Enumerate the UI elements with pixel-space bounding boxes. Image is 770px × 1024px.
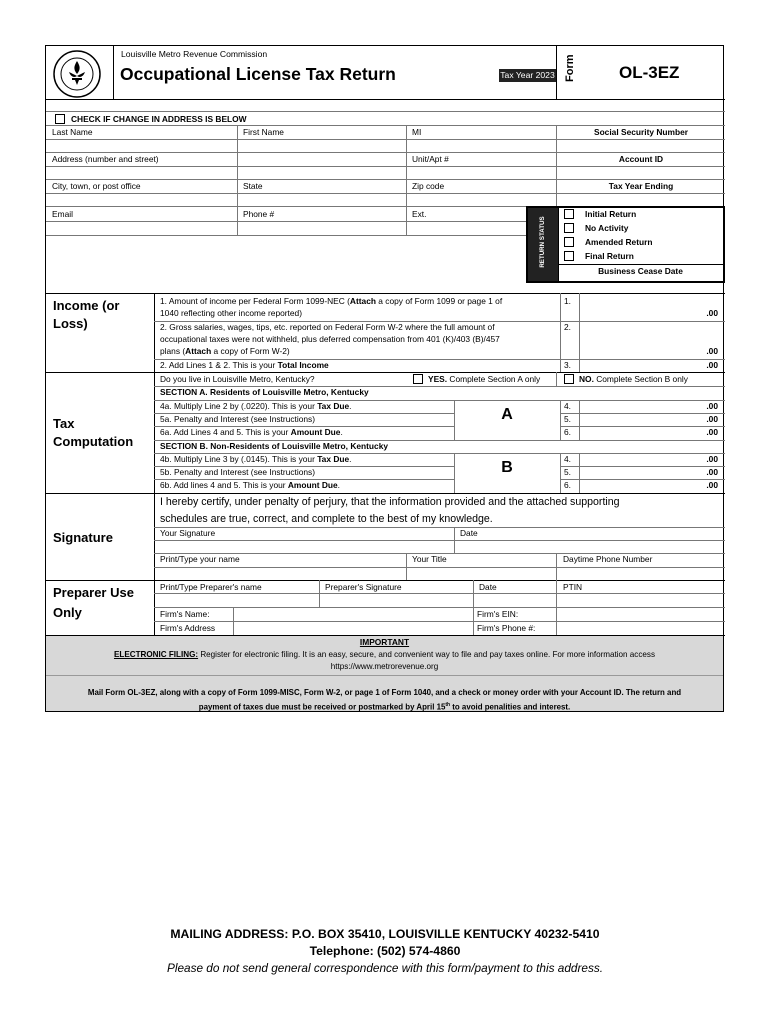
preparer-section-label: Preparer Use Only xyxy=(53,585,134,620)
line-5b-number: 5. xyxy=(564,467,571,477)
certification-line-2: schedules are true, correct, and complete to the best of my knowledge. xyxy=(160,513,493,525)
firm-name-field[interactable] xyxy=(233,607,473,621)
print-name-label: Print/Type your name xyxy=(160,554,240,564)
email-field[interactable] xyxy=(46,221,237,235)
preparer-name-field[interactable] xyxy=(154,593,319,607)
line-6a-cents: .00 xyxy=(706,427,718,437)
line-1-number: 1. xyxy=(564,296,571,306)
line-3-number: 3. xyxy=(564,360,571,370)
preparer-date-field[interactable] xyxy=(473,593,556,607)
final-return-label: Final Return xyxy=(585,251,634,261)
efiling-url[interactable]: https://www.metrorevenue.org xyxy=(330,662,439,671)
line-4a-cents: .00 xyxy=(706,401,718,411)
louisville-seal-icon xyxy=(52,49,102,99)
certification-line-1: I hereby certify, under penalty of perjury, that the information provided and the attached supporting xyxy=(160,496,620,508)
line-4a-number: 4. xyxy=(564,401,571,411)
income-section-label: Income (or Loss) xyxy=(53,298,120,331)
income-line2-text: 2. Gross salaries, wages, tips, etc. reported on Federal Form W-2 where the full amount of xyxy=(160,322,495,332)
preparer-name-label: Print/Type Preparer's name xyxy=(160,582,262,592)
ssn-label: Social Security Number xyxy=(593,127,689,137)
form-number: OL-3EZ xyxy=(619,63,680,82)
line-5a-number: 5. xyxy=(564,414,571,424)
ptin-field[interactable] xyxy=(556,593,725,607)
city-field[interactable] xyxy=(46,193,237,206)
state-field[interactable] xyxy=(237,193,406,206)
return-status-label: RETURN STATUS xyxy=(539,216,546,268)
line-4b-number: 4. xyxy=(564,454,571,464)
zip-label: Zip code xyxy=(412,181,445,191)
cease-date-label: Business Cease Date xyxy=(598,266,683,276)
firm-address-field[interactable] xyxy=(233,621,473,635)
ssn-field[interactable] xyxy=(556,139,725,152)
tax-return-form xyxy=(45,45,724,712)
correspondence-note: Please do not send general correspondence with this form/payment to this address. xyxy=(166,961,604,975)
tax-year-ending-field[interactable] xyxy=(556,193,725,206)
mailing-address: MAILING ADDRESS: P.O. BOX 35410, LOUISVILLE KENTUCKY 40232-5410 xyxy=(170,927,600,941)
preparer-signature-label: Preparer's Signature xyxy=(325,582,402,592)
unit-label: Unit/Apt # xyxy=(412,154,449,164)
phone-field[interactable] xyxy=(237,221,406,235)
tax-year-ending-label: Tax Year Ending xyxy=(608,181,674,191)
account-id-field[interactable] xyxy=(556,166,725,179)
section-a-box: A xyxy=(501,406,513,423)
firm-name-label: Firm's Name: xyxy=(160,609,210,619)
daytime-phone-label: Daytime Phone Number xyxy=(563,554,653,564)
efiling-text: ELECTRONIC FILING: Register for electronic filing. It is an easy, secure, and convenient way to file and pay taxes online. For more information access xyxy=(113,650,655,659)
your-signature-field[interactable] xyxy=(154,540,454,553)
city-label: City, town, or post office xyxy=(52,181,141,191)
account-id-label: Account ID xyxy=(618,154,664,164)
last-name-label: Last Name xyxy=(52,127,93,137)
line-5a-text: 5a. Penalty and Interest (see Instructions) xyxy=(160,414,316,424)
form-label: Form xyxy=(564,54,576,82)
preparer-signature-field[interactable] xyxy=(319,593,473,607)
zip-field[interactable] xyxy=(406,193,556,206)
address-change-checkbox[interactable] xyxy=(55,114,65,124)
line-5a-cents: .00 xyxy=(706,414,718,424)
important-heading: IMPORTANT xyxy=(359,637,410,647)
preparer-date-label: Date xyxy=(479,582,497,592)
email-label: Email xyxy=(52,209,73,219)
resident-yes-label: YES. Complete Section A only xyxy=(428,374,541,384)
mi-field[interactable] xyxy=(406,139,556,152)
firm-phone-field[interactable] xyxy=(556,621,725,635)
address-field[interactable] xyxy=(46,166,406,179)
section-b-heading: SECTION B. Non-Residents of Louisville Metro, Kentucky xyxy=(160,441,389,451)
line-4b-cents: .00 xyxy=(706,454,718,464)
mail-instructions-1: Mail Form OL-3EZ, along with a copy of Form 1099-MISC, Form W-2, or page 1 of Form 1040, and a check or money order with your Account ID. The return and xyxy=(87,688,682,697)
income-line2-text-cont: occupational taxes were not withheld, plus deferred compensation from 401 (K)/403 (B)/457 xyxy=(160,334,500,344)
signature-date-label: Date xyxy=(460,528,478,538)
final-return-checkbox[interactable] xyxy=(564,251,574,261)
line-6b-text: 6b. Add lines 4 and 5. This is your Amount Due. xyxy=(160,480,340,490)
daytime-phone-field[interactable] xyxy=(556,567,725,580)
unit-field[interactable] xyxy=(406,166,556,179)
ext-field[interactable] xyxy=(406,221,526,235)
your-title-field[interactable] xyxy=(406,567,556,580)
no-activity-label: No Activity xyxy=(585,223,629,233)
line-4a-text: 4a. Multiply Line 2 by (.0220). This is your Tax Due. xyxy=(160,401,352,411)
firm-ein-field[interactable] xyxy=(556,607,725,621)
firm-address-label: Firm's Address xyxy=(160,623,216,633)
line-1-cents: .00 xyxy=(706,308,718,318)
tax-section-label: Tax Computation xyxy=(53,416,134,449)
first-name-field[interactable] xyxy=(237,139,406,152)
resident-no-label: NO. Complete Section B only xyxy=(579,374,688,384)
address-label: Address (number and street) xyxy=(52,154,159,164)
no-activity-checkbox[interactable] xyxy=(564,223,574,233)
mi-label: MI xyxy=(412,127,422,137)
your-title-label: Your Title xyxy=(412,554,447,564)
ptin-label: PTIN xyxy=(563,582,583,592)
print-name-field[interactable] xyxy=(154,567,406,580)
line-6a-number: 6. xyxy=(564,427,571,437)
income-line2-text-cont2: plans (Attach a copy of Form W-2) xyxy=(160,346,290,356)
form-title: Occupational License Tax Return xyxy=(120,64,396,84)
resident-no-checkbox[interactable] xyxy=(564,374,574,384)
mail-instructions-2: payment of taxes due must be received or postmarked by April 15th to avoid penalities and interest. xyxy=(198,702,571,712)
agency-name: Louisville Metro Revenue Commission xyxy=(121,49,268,59)
income-line1-text: 1. Amount of income per Federal Form 1099-NEC (Attach a copy of Form 1099 or page 1 of xyxy=(160,296,503,306)
line-2-cents: .00 xyxy=(706,346,718,356)
cease-date-field[interactable] xyxy=(558,264,723,281)
tax-year-label: Tax Year 2023 xyxy=(500,70,555,80)
amended-return-checkbox[interactable] xyxy=(564,237,574,247)
line-6b-cents: .00 xyxy=(706,480,718,490)
signature-section-label: Signature xyxy=(53,530,113,545)
section-b-box: B xyxy=(501,459,513,476)
firm-phone-label: Firm's Phone #: xyxy=(477,623,536,633)
telephone: Telephone: (502) 574-4860 xyxy=(309,944,461,958)
address-change-label: CHECK IF CHANGE IN ADDRESS IS BELOW xyxy=(71,114,247,124)
section-a-heading: SECTION A. Residents of Louisville Metro, Kentucky xyxy=(160,387,369,397)
last-name-field[interactable] xyxy=(46,139,237,152)
initial-return-checkbox[interactable] xyxy=(564,209,574,219)
initial-return-label: Initial Return xyxy=(585,209,637,219)
line-6b-number: 6. xyxy=(564,480,571,490)
state-label: State xyxy=(243,181,263,191)
ext-label: Ext. xyxy=(412,209,427,219)
your-signature-label: Your Signature xyxy=(160,528,216,538)
line-5b-cents: .00 xyxy=(706,467,718,477)
line-2-number: 2. xyxy=(564,322,571,332)
signature-date-field[interactable] xyxy=(454,540,725,553)
line-6a-text: 6a. Add Lines 4 and 5. This is your Amount Due. xyxy=(160,427,343,437)
amended-return-label: Amended Return xyxy=(585,237,653,247)
line-4b-text: 4b. Multiply Line 3 by (.0145). This is your Tax Due. xyxy=(160,454,352,464)
line-3-cents: .00 xyxy=(706,360,718,370)
residency-question: Do you live in Louisville Metro, Kentucky? xyxy=(160,374,315,384)
line-5b-text: 5b. Penalty and Interest (see Instructions) xyxy=(160,467,316,477)
phone-label: Phone # xyxy=(243,209,275,219)
resident-yes-checkbox[interactable] xyxy=(413,374,423,384)
income-line1-text-cont: 1040 reflecting other income reported) xyxy=(160,308,302,318)
income-line3-text: 2. Add Lines 1 & 2. This is your Total Income xyxy=(160,360,329,370)
firm-ein-label: Firm's EIN: xyxy=(477,609,519,619)
first-name-label: First Name xyxy=(243,127,284,137)
